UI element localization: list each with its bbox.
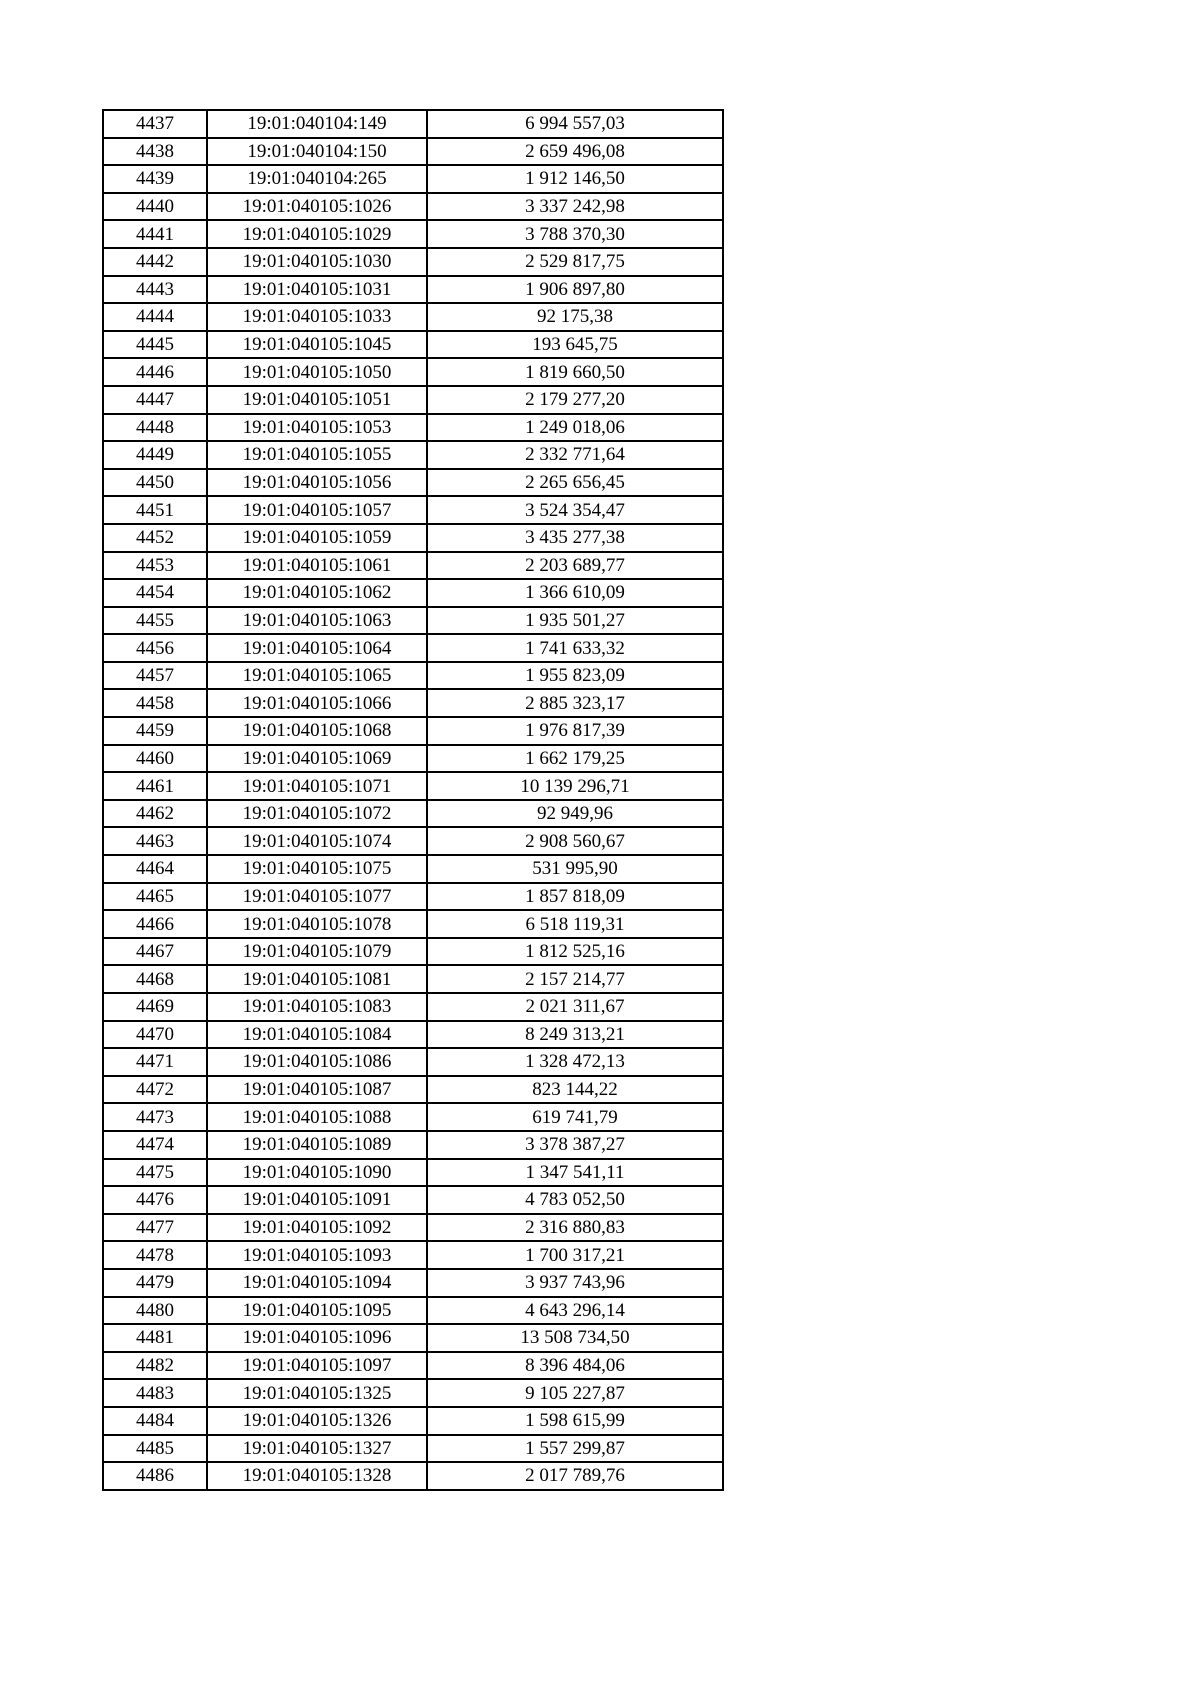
row-number-cell: 4466	[103, 910, 207, 938]
row-number-cell: 4464	[103, 855, 207, 883]
cadastral-value-cell: 1 328 472,13	[427, 1048, 723, 1076]
table-row	[103, 524, 723, 552]
table-row	[103, 717, 723, 745]
row-number-cell: 4444	[103, 303, 207, 331]
cadastral-number-cell: 19:01:040105:1075	[207, 855, 427, 883]
cadastral-number-cell: 19:01:040104:149	[207, 110, 427, 138]
row-number-cell: 4463	[103, 827, 207, 855]
cadastral-number-cell: 19:01:040105:1055	[207, 441, 427, 469]
table-row	[103, 193, 723, 221]
cadastral-number-cell: 19:01:040104:150	[207, 138, 427, 166]
table-row	[103, 496, 723, 524]
cadastral-value-cell: 2 265 656,45	[427, 469, 723, 497]
row-number-cell: 4449	[103, 441, 207, 469]
table-row	[103, 138, 723, 166]
row-number-cell: 4476	[103, 1186, 207, 1214]
row-number-cell: 4473	[103, 1103, 207, 1131]
cadastral-number-cell: 19:01:040105:1030	[207, 248, 427, 276]
cadastral-value-cell: 2 529 817,75	[427, 248, 723, 276]
row-number-cell: 4447	[103, 386, 207, 414]
cadastral-value-cell: 4 643 296,14	[427, 1297, 723, 1325]
cadastral-number-cell: 19:01:040105:1096	[207, 1324, 427, 1352]
cadastral-value-cell: 1 700 317,21	[427, 1241, 723, 1269]
table-row	[103, 855, 723, 883]
row-number-cell: 4482	[103, 1352, 207, 1380]
cadastral-value-cell: 1 347 541,11	[427, 1159, 723, 1187]
cadastral-number-cell: 19:01:040105:1059	[207, 524, 427, 552]
cadastral-number-cell: 19:01:040105:1033	[207, 303, 427, 331]
cadastral-value-cell: 2 908 560,67	[427, 827, 723, 855]
table-row	[103, 772, 723, 800]
table-row	[103, 469, 723, 497]
cadastral-number-cell: 19:01:040105:1071	[207, 772, 427, 800]
table-row	[103, 1214, 723, 1242]
table-row	[103, 1435, 723, 1463]
cadastral-number-cell: 19:01:040105:1031	[207, 276, 427, 304]
cadastral-number-cell: 19:01:040105:1092	[207, 1214, 427, 1242]
cadastral-number-cell: 19:01:040105:1077	[207, 883, 427, 911]
row-number-cell: 4475	[103, 1159, 207, 1187]
cadastral-value-cell: 6 994 557,03	[427, 110, 723, 138]
cadastral-value-cell: 10 139 296,71	[427, 772, 723, 800]
table-row	[103, 993, 723, 1021]
cadastral-value-cell: 1 976 817,39	[427, 717, 723, 745]
cadastral-number-cell: 19:01:040105:1097	[207, 1352, 427, 1380]
row-number-cell: 4484	[103, 1407, 207, 1435]
table-row	[103, 800, 723, 828]
cadastral-value-cell: 13 508 734,50	[427, 1324, 723, 1352]
table-row	[103, 414, 723, 442]
cadastral-number-cell: 19:01:040105:1081	[207, 965, 427, 993]
row-number-cell: 4451	[103, 496, 207, 524]
table-row	[103, 579, 723, 607]
cadastral-value-cell: 1 912 146,50	[427, 165, 723, 193]
row-number-cell: 4454	[103, 579, 207, 607]
cadastral-value-cell: 4 783 052,50	[427, 1186, 723, 1214]
table-row	[103, 331, 723, 359]
row-number-cell: 4439	[103, 165, 207, 193]
cadastral-number-cell: 19:01:040105:1083	[207, 993, 427, 1021]
row-number-cell: 4486	[103, 1462, 207, 1490]
cadastral-number-cell: 19:01:040105:1072	[207, 800, 427, 828]
cadastral-number-cell: 19:01:040105:1327	[207, 1435, 427, 1463]
cadastral-value-cell: 1 598 615,99	[427, 1407, 723, 1435]
row-number-cell: 4465	[103, 883, 207, 911]
table-row	[103, 1186, 723, 1214]
table-row	[103, 607, 723, 635]
cadastral-value-cell: 2 332 771,64	[427, 441, 723, 469]
row-number-cell: 4480	[103, 1297, 207, 1325]
row-number-cell: 4452	[103, 524, 207, 552]
row-number-cell: 4446	[103, 358, 207, 386]
row-number-cell: 4455	[103, 607, 207, 635]
cadastral-number-cell: 19:01:040105:1069	[207, 745, 427, 773]
cadastral-number-cell: 19:01:040105:1078	[207, 910, 427, 938]
cadastral-value-cell: 3 337 242,98	[427, 193, 723, 221]
cadastral-number-cell: 19:01:040105:1051	[207, 386, 427, 414]
row-number-cell: 4483	[103, 1379, 207, 1407]
cadastral-number-cell: 19:01:040105:1089	[207, 1131, 427, 1159]
row-number-cell: 4445	[103, 331, 207, 359]
cadastral-value-cell: 6 518 119,31	[427, 910, 723, 938]
cadastral-value-cell: 619 741,79	[427, 1103, 723, 1131]
table-row	[103, 1159, 723, 1187]
cadastral-value-cell: 8 249 313,21	[427, 1021, 723, 1049]
cadastral-number-cell: 19:01:040105:1064	[207, 634, 427, 662]
table-row	[103, 910, 723, 938]
row-number-cell: 4441	[103, 220, 207, 248]
row-number-cell: 4461	[103, 772, 207, 800]
cadastral-value-cell: 531 995,90	[427, 855, 723, 883]
row-number-cell: 4468	[103, 965, 207, 993]
cadastral-number-cell: 19:01:040105:1050	[207, 358, 427, 386]
cadastral-number-cell: 19:01:040105:1094	[207, 1269, 427, 1297]
cadastral-number-cell: 19:01:040105:1328	[207, 1462, 427, 1490]
cadastral-value-cell: 2 203 689,77	[427, 552, 723, 580]
table-row	[103, 1076, 723, 1104]
cadastral-value-cell: 823 144,22	[427, 1076, 723, 1104]
table-row	[103, 745, 723, 773]
cadastral-value-cell: 1 857 818,09	[427, 883, 723, 911]
row-number-cell: 4481	[103, 1324, 207, 1352]
cadastral-number-cell: 19:01:040105:1029	[207, 220, 427, 248]
table-row	[103, 248, 723, 276]
table-row	[103, 165, 723, 193]
cadastral-value-cell: 1 741 633,32	[427, 634, 723, 662]
cadastral-value-cell: 2 179 277,20	[427, 386, 723, 414]
table-row	[103, 965, 723, 993]
cadastral-number-cell: 19:01:040105:1090	[207, 1159, 427, 1187]
cadastral-value-cell: 3 435 277,38	[427, 524, 723, 552]
cadastral-value-cell: 1 366 610,09	[427, 579, 723, 607]
row-number-cell: 4479	[103, 1269, 207, 1297]
table-row	[103, 634, 723, 662]
table-row	[103, 1048, 723, 1076]
row-number-cell: 4443	[103, 276, 207, 304]
row-number-cell: 4485	[103, 1435, 207, 1463]
row-number-cell: 4477	[103, 1214, 207, 1242]
table-row	[103, 1407, 723, 1435]
row-number-cell: 4472	[103, 1076, 207, 1104]
table-row	[103, 1021, 723, 1049]
table-row	[103, 883, 723, 911]
cadastral-value-cell: 193 645,75	[427, 331, 723, 359]
cadastral-value-cell: 1 662 179,25	[427, 745, 723, 773]
cadastral-number-cell: 19:01:040105:1057	[207, 496, 427, 524]
row-number-cell: 4460	[103, 745, 207, 773]
cadastral-number-cell: 19:01:040105:1061	[207, 552, 427, 580]
row-number-cell: 4448	[103, 414, 207, 442]
cadastral-value-cell: 92 949,96	[427, 800, 723, 828]
cadastral-value-cell: 2 017 789,76	[427, 1462, 723, 1490]
row-number-cell: 4440	[103, 193, 207, 221]
table-row	[103, 1324, 723, 1352]
row-number-cell: 4450	[103, 469, 207, 497]
cadastral-number-cell: 19:01:040105:1084	[207, 1021, 427, 1049]
cadastral-value-cell: 8 396 484,06	[427, 1352, 723, 1380]
table-row	[103, 1462, 723, 1490]
table-row	[103, 386, 723, 414]
row-number-cell: 4438	[103, 138, 207, 166]
cadastral-value-cell: 2 885 323,17	[427, 689, 723, 717]
cadastral-number-cell: 19:01:040105:1066	[207, 689, 427, 717]
cadastral-number-cell: 19:01:040105:1091	[207, 1186, 427, 1214]
table-body	[103, 110, 723, 1490]
cadastral-value-cell: 3 524 354,47	[427, 496, 723, 524]
row-number-cell: 4467	[103, 938, 207, 966]
row-number-cell: 4462	[103, 800, 207, 828]
table-row	[103, 827, 723, 855]
cadastral-value-cell: 2 157 214,77	[427, 965, 723, 993]
table-row	[103, 441, 723, 469]
row-number-cell: 4459	[103, 717, 207, 745]
row-number-cell: 4457	[103, 662, 207, 690]
row-number-cell: 4437	[103, 110, 207, 138]
cadastral-number-cell: 19:01:040105:1087	[207, 1076, 427, 1104]
cadastral-number-cell: 19:01:040105:1095	[207, 1297, 427, 1325]
table-row	[103, 1103, 723, 1131]
cadastral-number-cell: 19:01:040105:1326	[207, 1407, 427, 1435]
cadastral-value-cell: 92 175,38	[427, 303, 723, 331]
cadastral-value-table	[102, 109, 724, 1491]
cadastral-value-cell: 3 378 387,27	[427, 1131, 723, 1159]
row-number-cell: 4471	[103, 1048, 207, 1076]
cadastral-value-cell: 2 316 880,83	[427, 1214, 723, 1242]
table-row	[103, 358, 723, 386]
cadastral-value-cell: 9 105 227,87	[427, 1379, 723, 1407]
cadastral-number-cell: 19:01:040105:1068	[207, 717, 427, 745]
table-row	[103, 1352, 723, 1380]
table-row	[103, 1269, 723, 1297]
cadastral-number-cell: 19:01:040105:1088	[207, 1103, 427, 1131]
row-number-cell: 4474	[103, 1131, 207, 1159]
cadastral-number-cell: 19:01:040105:1093	[207, 1241, 427, 1269]
cadastral-value-cell: 1 906 897,80	[427, 276, 723, 304]
cadastral-value-cell: 2 021 311,67	[427, 993, 723, 1021]
cadastral-number-cell: 19:01:040105:1086	[207, 1048, 427, 1076]
table-row	[103, 1241, 723, 1269]
cadastral-value-cell: 1 819 660,50	[427, 358, 723, 386]
cadastral-value-cell: 1 955 823,09	[427, 662, 723, 690]
row-number-cell: 4456	[103, 634, 207, 662]
cadastral-value-cell: 1 557 299,87	[427, 1435, 723, 1463]
cadastral-number-cell: 19:01:040105:1056	[207, 469, 427, 497]
cadastral-number-cell: 19:01:040105:1062	[207, 579, 427, 607]
cadastral-number-cell: 19:01:040105:1079	[207, 938, 427, 966]
table-row	[103, 552, 723, 580]
cadastral-number-cell: 19:01:040104:265	[207, 165, 427, 193]
cadastral-number-cell: 19:01:040105:1053	[207, 414, 427, 442]
row-number-cell: 4453	[103, 552, 207, 580]
cadastral-number-cell: 19:01:040105:1074	[207, 827, 427, 855]
table-row	[103, 662, 723, 690]
table-row	[103, 1379, 723, 1407]
cadastral-value-cell: 2 659 496,08	[427, 138, 723, 166]
cadastral-number-cell: 19:01:040105:1065	[207, 662, 427, 690]
row-number-cell: 4458	[103, 689, 207, 717]
cadastral-number-cell: 19:01:040105:1325	[207, 1379, 427, 1407]
table-row	[103, 938, 723, 966]
cadastral-value-cell: 1 249 018,06	[427, 414, 723, 442]
cadastral-value-cell: 1 812 525,16	[427, 938, 723, 966]
cadastral-number-cell: 19:01:040105:1026	[207, 193, 427, 221]
table-row	[103, 276, 723, 304]
cadastral-number-cell: 19:01:040105:1063	[207, 607, 427, 635]
table-row	[103, 110, 723, 138]
cadastral-value-cell: 1 935 501,27	[427, 607, 723, 635]
row-number-cell: 4469	[103, 993, 207, 1021]
table-row	[103, 220, 723, 248]
row-number-cell: 4470	[103, 1021, 207, 1049]
row-number-cell: 4442	[103, 248, 207, 276]
cadastral-number-cell: 19:01:040105:1045	[207, 331, 427, 359]
table-row	[103, 303, 723, 331]
table-row	[103, 1131, 723, 1159]
cadastral-value-cell: 3 788 370,30	[427, 220, 723, 248]
row-number-cell: 4478	[103, 1241, 207, 1269]
table-row	[103, 1297, 723, 1325]
table-row	[103, 689, 723, 717]
cadastral-value-cell: 3 937 743,96	[427, 1269, 723, 1297]
